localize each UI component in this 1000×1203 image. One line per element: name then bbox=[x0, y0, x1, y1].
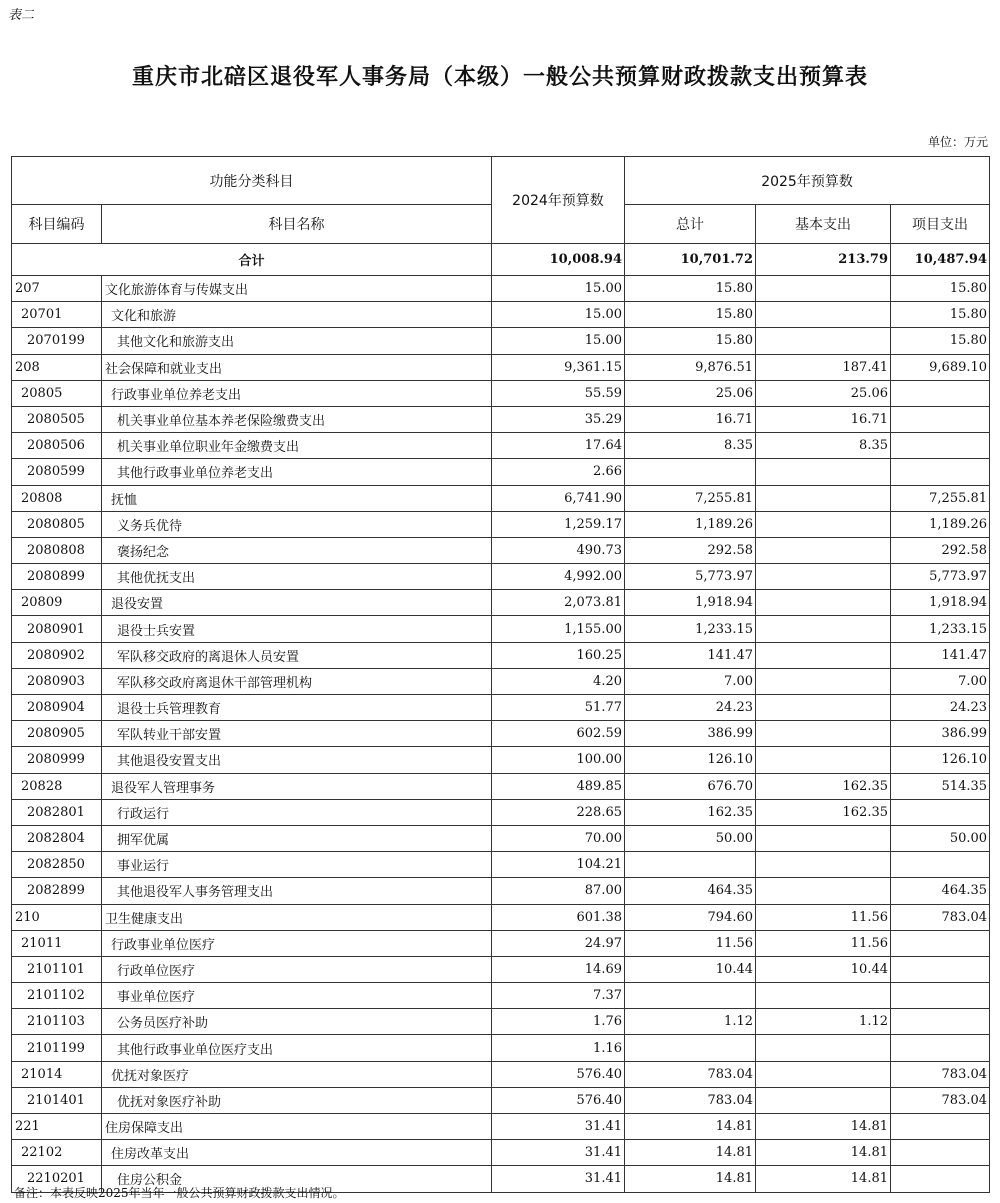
table-row bbox=[12, 695, 990, 721]
header-basic: 基本支出 bbox=[756, 205, 891, 244]
row-2024-budget: 1.16 bbox=[492, 1035, 625, 1061]
row-2025-basic bbox=[756, 695, 891, 721]
total-2025-total: 10,701.72 bbox=[625, 244, 756, 276]
table-row bbox=[12, 1009, 990, 1035]
row-2025-basic bbox=[756, 616, 891, 642]
row-code: 2082850 bbox=[12, 852, 102, 878]
row-name: 其他文化和旅游支出 bbox=[102, 328, 492, 354]
table-row bbox=[12, 590, 990, 616]
table-row bbox=[12, 459, 990, 485]
row-code: 207 bbox=[12, 276, 102, 302]
row-name: 其他优抚支出 bbox=[102, 564, 492, 590]
row-2025-project: 1,918.94 bbox=[891, 590, 990, 616]
row-2024-budget: 31.41 bbox=[492, 1166, 625, 1192]
row-2025-basic bbox=[756, 276, 891, 302]
row-name: 优抚对象医疗 bbox=[102, 1061, 492, 1087]
row-code: 2080902 bbox=[12, 642, 102, 668]
row-2025-total: 7,255.81 bbox=[625, 485, 756, 511]
row-2025-basic bbox=[756, 721, 891, 747]
row-2025-project bbox=[891, 1009, 990, 1035]
row-2025-total: 25.06 bbox=[625, 380, 756, 406]
header-2024-budget: 2024年预算数 bbox=[492, 157, 625, 244]
row-2025-basic bbox=[756, 564, 891, 590]
row-name: 抚恤 bbox=[102, 485, 492, 511]
row-code: 2101401 bbox=[12, 1087, 102, 1113]
table-row bbox=[12, 799, 990, 825]
row-code: 2101102 bbox=[12, 983, 102, 1009]
row-code: 2080904 bbox=[12, 695, 102, 721]
row-2025-project: 126.10 bbox=[891, 747, 990, 773]
row-2024-budget: 87.00 bbox=[492, 878, 625, 904]
row-2025-project: 464.35 bbox=[891, 878, 990, 904]
row-code: 22102 bbox=[12, 1140, 102, 1166]
row-2025-total: 50.00 bbox=[625, 825, 756, 851]
row-2024-budget: 1,155.00 bbox=[492, 616, 625, 642]
row-2025-basic: 14.81 bbox=[756, 1166, 891, 1192]
row-2024-budget: 4.20 bbox=[492, 668, 625, 694]
table-row bbox=[12, 1114, 990, 1140]
row-code: 2080899 bbox=[12, 564, 102, 590]
row-2024-budget: 601.38 bbox=[492, 904, 625, 930]
row-2025-basic bbox=[756, 825, 891, 851]
row-2025-basic bbox=[756, 590, 891, 616]
row-2025-basic bbox=[756, 537, 891, 563]
row-code: 20809 bbox=[12, 590, 102, 616]
row-code: 2080505 bbox=[12, 406, 102, 432]
row-2025-project: 15.80 bbox=[891, 328, 990, 354]
table-row bbox=[12, 537, 990, 563]
row-2024-budget: 51.77 bbox=[492, 695, 625, 721]
row-2024-budget: 35.29 bbox=[492, 406, 625, 432]
row-2025-total: 14.81 bbox=[625, 1114, 756, 1140]
row-name: 事业运行 bbox=[102, 852, 492, 878]
row-2025-total: 24.23 bbox=[625, 695, 756, 721]
row-2025-total: 5,773.97 bbox=[625, 564, 756, 590]
table-row bbox=[12, 721, 990, 747]
row-2024-budget: 24.97 bbox=[492, 930, 625, 956]
table-row bbox=[12, 1087, 990, 1113]
row-name: 行政单位医疗 bbox=[102, 956, 492, 982]
row-2025-project bbox=[891, 380, 990, 406]
row-name: 拥军优属 bbox=[102, 825, 492, 851]
row-name: 行政事业单位养老支出 bbox=[102, 380, 492, 406]
row-2024-budget: 17.64 bbox=[492, 433, 625, 459]
row-name: 褒扬纪念 bbox=[102, 537, 492, 563]
row-2024-budget: 576.40 bbox=[492, 1087, 625, 1113]
row-2025-project: 1,189.26 bbox=[891, 511, 990, 537]
row-2025-total bbox=[625, 1035, 756, 1061]
row-2025-basic bbox=[756, 983, 891, 1009]
row-2025-total: 386.99 bbox=[625, 721, 756, 747]
row-code: 2080905 bbox=[12, 721, 102, 747]
row-2025-basic bbox=[756, 668, 891, 694]
row-code: 210 bbox=[12, 904, 102, 930]
footnote: 备注：本表反映2025年当年一般公共预算财政拨款支出情况。 bbox=[14, 1186, 345, 1200]
row-name: 其他行政事业单位医疗支出 bbox=[102, 1035, 492, 1061]
row-2025-basic bbox=[756, 459, 891, 485]
table-row bbox=[12, 616, 990, 642]
row-2025-basic bbox=[756, 878, 891, 904]
row-2025-total: 292.58 bbox=[625, 537, 756, 563]
table-row bbox=[12, 1061, 990, 1087]
row-code: 2082801 bbox=[12, 799, 102, 825]
total-2025-basic: 213.79 bbox=[756, 244, 891, 276]
row-2025-project: 9,689.10 bbox=[891, 354, 990, 380]
row-2025-project: 5,773.97 bbox=[891, 564, 990, 590]
row-name: 其他行政事业单位养老支出 bbox=[102, 459, 492, 485]
row-2025-basic: 14.81 bbox=[756, 1140, 891, 1166]
row-code: 221 bbox=[12, 1114, 102, 1140]
row-name: 军队转业干部安置 bbox=[102, 721, 492, 747]
row-2025-basic: 1.12 bbox=[756, 1009, 891, 1035]
row-2024-budget: 490.73 bbox=[492, 537, 625, 563]
row-name: 机关事业单位基本养老保险缴费支出 bbox=[102, 406, 492, 432]
row-name: 义务兵优待 bbox=[102, 511, 492, 537]
page-title: 重庆市北碚区退役军人事务局（本级）一般公共预算财政拨款支出预算表 bbox=[131, 64, 868, 90]
row-2024-budget: 55.59 bbox=[492, 380, 625, 406]
row-2025-total: 126.10 bbox=[625, 747, 756, 773]
row-2024-budget: 576.40 bbox=[492, 1061, 625, 1087]
row-name: 住房保障支出 bbox=[102, 1114, 492, 1140]
table-row bbox=[12, 406, 990, 432]
row-2025-project bbox=[891, 930, 990, 956]
row-2025-project bbox=[891, 983, 990, 1009]
row-2025-total: 141.47 bbox=[625, 642, 756, 668]
row-2025-project bbox=[891, 1140, 990, 1166]
row-name: 其他退役安置支出 bbox=[102, 747, 492, 773]
row-2024-budget: 602.59 bbox=[492, 721, 625, 747]
row-2025-project bbox=[891, 852, 990, 878]
unit-label: 单位：万元 bbox=[927, 135, 988, 149]
row-2025-basic bbox=[756, 485, 891, 511]
row-2025-project bbox=[891, 956, 990, 982]
row-name: 优抚对象医疗补助 bbox=[102, 1087, 492, 1113]
row-2024-budget: 2,073.81 bbox=[492, 590, 625, 616]
table-row bbox=[12, 485, 990, 511]
row-code: 20701 bbox=[12, 302, 102, 328]
row-code: 2080808 bbox=[12, 537, 102, 563]
total-2024: 10,008.94 bbox=[492, 244, 625, 276]
row-2025-basic bbox=[756, 747, 891, 773]
row-code: 2082804 bbox=[12, 825, 102, 851]
row-2024-budget: 15.00 bbox=[492, 276, 625, 302]
row-code: 2080599 bbox=[12, 459, 102, 485]
row-2025-basic bbox=[756, 1035, 891, 1061]
header-category: 功能分类科目 bbox=[12, 157, 492, 205]
row-code: 208 bbox=[12, 354, 102, 380]
table-row bbox=[12, 1035, 990, 1061]
row-name: 军队移交政府离退休干部管理机构 bbox=[102, 668, 492, 694]
table-row bbox=[12, 433, 990, 459]
row-name: 文化旅游体育与传媒支出 bbox=[102, 276, 492, 302]
row-code: 2101103 bbox=[12, 1009, 102, 1035]
row-2024-budget: 100.00 bbox=[492, 747, 625, 773]
row-code: 2210201 bbox=[12, 1166, 102, 1192]
row-2025-total: 14.81 bbox=[625, 1166, 756, 1192]
row-2025-project: 15.80 bbox=[891, 276, 990, 302]
row-code: 2101101 bbox=[12, 956, 102, 982]
row-2025-total bbox=[625, 459, 756, 485]
row-2025-total: 162.35 bbox=[625, 799, 756, 825]
row-2024-budget: 1.76 bbox=[492, 1009, 625, 1035]
table-label: 表二 bbox=[8, 8, 35, 23]
row-code: 2080903 bbox=[12, 668, 102, 694]
row-2024-budget: 31.41 bbox=[492, 1114, 625, 1140]
table-body bbox=[12, 244, 990, 1193]
row-2025-total: 8.35 bbox=[625, 433, 756, 459]
table-row bbox=[12, 1140, 990, 1166]
row-2025-basic: 14.81 bbox=[756, 1114, 891, 1140]
row-code: 2080999 bbox=[12, 747, 102, 773]
table-row bbox=[12, 276, 990, 302]
row-2025-total: 10.44 bbox=[625, 956, 756, 982]
row-2025-basic bbox=[756, 852, 891, 878]
row-2025-total: 783.04 bbox=[625, 1061, 756, 1087]
row-2025-total: 9,876.51 bbox=[625, 354, 756, 380]
table-row bbox=[12, 930, 990, 956]
table-row bbox=[12, 302, 990, 328]
row-2024-budget: 31.41 bbox=[492, 1140, 625, 1166]
row-2025-total: 15.80 bbox=[625, 302, 756, 328]
total-2025-project: 10,487.94 bbox=[891, 244, 990, 276]
row-2025-total: 15.80 bbox=[625, 276, 756, 302]
row-2025-project: 292.58 bbox=[891, 537, 990, 563]
row-2024-budget: 4,992.00 bbox=[492, 564, 625, 590]
row-name: 机关事业单位职业年金缴费支出 bbox=[102, 433, 492, 459]
row-2025-project: 141.47 bbox=[891, 642, 990, 668]
row-2024-budget: 70.00 bbox=[492, 825, 625, 851]
row-name: 公务员医疗补助 bbox=[102, 1009, 492, 1035]
row-2025-total: 14.81 bbox=[625, 1140, 756, 1166]
table-row bbox=[12, 328, 990, 354]
row-name: 卫生健康支出 bbox=[102, 904, 492, 930]
row-2025-project: 7,255.81 bbox=[891, 485, 990, 511]
budget-table bbox=[11, 156, 990, 1193]
row-2025-basic bbox=[756, 1087, 891, 1113]
row-2024-budget: 228.65 bbox=[492, 799, 625, 825]
row-code: 2070199 bbox=[12, 328, 102, 354]
row-2025-total: 464.35 bbox=[625, 878, 756, 904]
table-row bbox=[12, 904, 990, 930]
row-2025-project: 783.04 bbox=[891, 1061, 990, 1087]
row-2025-basic: 162.35 bbox=[756, 773, 891, 799]
row-2025-total: 1.12 bbox=[625, 1009, 756, 1035]
row-2024-budget: 7.37 bbox=[492, 983, 625, 1009]
row-name: 退役安置 bbox=[102, 590, 492, 616]
row-2025-basic bbox=[756, 1061, 891, 1087]
row-2025-project bbox=[891, 1114, 990, 1140]
row-name: 退役士兵管理教育 bbox=[102, 695, 492, 721]
total-row bbox=[12, 244, 990, 276]
row-2025-total: 783.04 bbox=[625, 1087, 756, 1113]
row-name: 社会保障和就业支出 bbox=[102, 354, 492, 380]
row-2024-budget: 160.25 bbox=[492, 642, 625, 668]
row-code: 21011 bbox=[12, 930, 102, 956]
row-code: 20828 bbox=[12, 773, 102, 799]
row-2024-budget: 14.69 bbox=[492, 956, 625, 982]
row-2025-project bbox=[891, 1035, 990, 1061]
row-2025-total bbox=[625, 983, 756, 1009]
row-2025-project: 514.35 bbox=[891, 773, 990, 799]
row-2025-basic: 16.71 bbox=[756, 406, 891, 432]
table-row bbox=[12, 983, 990, 1009]
row-2025-total: 16.71 bbox=[625, 406, 756, 432]
row-2025-project: 783.04 bbox=[891, 1087, 990, 1113]
row-name: 事业单位医疗 bbox=[102, 983, 492, 1009]
row-2025-project bbox=[891, 459, 990, 485]
table-row bbox=[12, 956, 990, 982]
total-label: 合计 bbox=[12, 244, 492, 276]
row-2025-project bbox=[891, 799, 990, 825]
row-2024-budget: 15.00 bbox=[492, 328, 625, 354]
table-row bbox=[12, 773, 990, 799]
row-name: 文化和旅游 bbox=[102, 302, 492, 328]
header-2025-budget: 2025年预算数 bbox=[625, 157, 990, 205]
row-name: 住房公积金 bbox=[102, 1166, 492, 1192]
row-2025-project: 24.23 bbox=[891, 695, 990, 721]
row-2025-total: 1,918.94 bbox=[625, 590, 756, 616]
row-2025-project: 15.80 bbox=[891, 302, 990, 328]
table-row bbox=[12, 564, 990, 590]
row-2024-budget: 489.85 bbox=[492, 773, 625, 799]
row-2025-basic: 162.35 bbox=[756, 799, 891, 825]
row-2025-project: 783.04 bbox=[891, 904, 990, 930]
table-row bbox=[12, 747, 990, 773]
row-2024-budget: 9,361.15 bbox=[492, 354, 625, 380]
row-2025-basic bbox=[756, 302, 891, 328]
header-name: 科目名称 bbox=[102, 205, 492, 244]
row-2024-budget: 104.21 bbox=[492, 852, 625, 878]
row-name: 退役军人管理事务 bbox=[102, 773, 492, 799]
table-row bbox=[12, 878, 990, 904]
row-2025-total bbox=[625, 852, 756, 878]
row-2025-basic: 8.35 bbox=[756, 433, 891, 459]
row-2025-basic: 10.44 bbox=[756, 956, 891, 982]
row-2025-basic: 11.56 bbox=[756, 904, 891, 930]
row-2025-total: 1,189.26 bbox=[625, 511, 756, 537]
table-row bbox=[12, 852, 990, 878]
row-2025-total: 1,233.15 bbox=[625, 616, 756, 642]
row-name: 行政运行 bbox=[102, 799, 492, 825]
row-2025-project bbox=[891, 1166, 990, 1192]
row-2025-project: 386.99 bbox=[891, 721, 990, 747]
header-project: 项目支出 bbox=[891, 205, 990, 244]
row-code: 2101199 bbox=[12, 1035, 102, 1061]
row-2025-total: 676.70 bbox=[625, 773, 756, 799]
row-name: 其他退役军人事务管理支出 bbox=[102, 878, 492, 904]
row-2025-basic: 11.56 bbox=[756, 930, 891, 956]
row-2025-project: 1,233.15 bbox=[891, 616, 990, 642]
row-2025-project bbox=[891, 433, 990, 459]
row-2024-budget: 6,741.90 bbox=[492, 485, 625, 511]
table-row bbox=[12, 668, 990, 694]
table-row bbox=[12, 642, 990, 668]
row-2024-budget: 15.00 bbox=[492, 302, 625, 328]
row-2025-total: 794.60 bbox=[625, 904, 756, 930]
row-code: 2080506 bbox=[12, 433, 102, 459]
row-code: 21014 bbox=[12, 1061, 102, 1087]
row-2024-budget: 2.66 bbox=[492, 459, 625, 485]
row-name: 住房改革支出 bbox=[102, 1140, 492, 1166]
row-name: 军队移交政府的离退休人员安置 bbox=[102, 642, 492, 668]
table-row bbox=[12, 354, 990, 380]
table-row bbox=[12, 380, 990, 406]
row-2025-project bbox=[891, 406, 990, 432]
row-code: 2080901 bbox=[12, 616, 102, 642]
row-2025-basic: 25.06 bbox=[756, 380, 891, 406]
header-total: 总计 bbox=[625, 205, 756, 244]
row-2025-basic bbox=[756, 328, 891, 354]
row-2025-total: 11.56 bbox=[625, 930, 756, 956]
table-row bbox=[12, 511, 990, 537]
row-2025-basic bbox=[756, 642, 891, 668]
row-2025-project: 7.00 bbox=[891, 668, 990, 694]
row-code: 20808 bbox=[12, 485, 102, 511]
row-2025-project: 50.00 bbox=[891, 825, 990, 851]
row-name: 行政事业单位医疗 bbox=[102, 930, 492, 956]
row-code: 20805 bbox=[12, 380, 102, 406]
row-2025-total: 7.00 bbox=[625, 668, 756, 694]
header-code: 科目编码 bbox=[12, 205, 102, 244]
row-2024-budget: 1,259.17 bbox=[492, 511, 625, 537]
row-2025-basic: 187.41 bbox=[756, 354, 891, 380]
row-code: 2080805 bbox=[12, 511, 102, 537]
row-code: 2082899 bbox=[12, 878, 102, 904]
table-row bbox=[12, 825, 990, 851]
row-2025-total: 15.80 bbox=[625, 328, 756, 354]
row-name: 退役士兵安置 bbox=[102, 616, 492, 642]
row-2025-basic bbox=[756, 511, 891, 537]
